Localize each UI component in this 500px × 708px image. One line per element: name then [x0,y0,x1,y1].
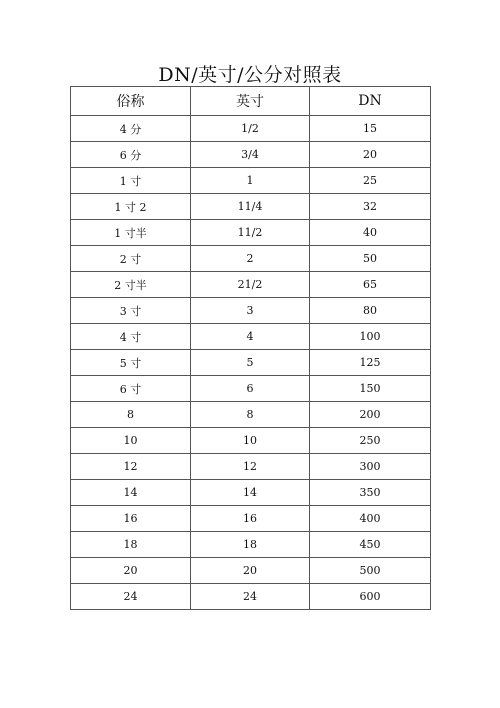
table-row [71,220,431,246]
cell-common-name: 2 寸 [71,246,191,272]
cell-common-name: 6 寸 [71,376,191,402]
cell-common-name: 24 [71,584,191,610]
cell-common-name: 2 寸半 [71,272,191,298]
cell-common-name: 10 [71,428,191,454]
cell-dn: 600 [310,584,431,610]
cell-inch: 21/2 [191,272,310,298]
cell-common-name: 1 寸 2 [71,194,191,220]
table-row [71,272,431,298]
cell-common-name: 12 [71,454,191,480]
cell-dn: 65 [310,272,431,298]
cell-dn: 500 [310,558,431,584]
cell-inch: 1/2 [191,116,310,142]
header-inch: 英寸 [191,87,310,116]
table-row [71,402,431,428]
table-row [71,116,431,142]
cell-dn: 150 [310,376,431,402]
cell-dn: 20 [310,142,431,168]
cell-common-name: 6 分 [71,142,191,168]
cell-dn: 100 [310,324,431,350]
cell-inch: 3 [191,298,310,324]
table-row [71,246,431,272]
cell-inch: 11/2 [191,220,310,246]
cell-inch: 18 [191,532,310,558]
cell-dn: 350 [310,480,431,506]
cell-inch: 20 [191,558,310,584]
cell-inch: 1 [191,168,310,194]
cell-common-name: 8 [71,402,191,428]
conversion-table [70,86,431,610]
cell-common-name: 14 [71,480,191,506]
table-row [71,350,431,376]
table-row [71,506,431,532]
table-row [71,428,431,454]
table-row [71,298,431,324]
cell-inch: 16 [191,506,310,532]
cell-dn: 250 [310,428,431,454]
cell-common-name: 4 寸 [71,324,191,350]
cell-dn: 80 [310,298,431,324]
table-row [71,324,431,350]
cell-dn: 40 [310,220,431,246]
cell-common-name: 3 寸 [71,298,191,324]
cell-common-name: 5 寸 [71,350,191,376]
cell-common-name: 1 寸 [71,168,191,194]
table-row [71,532,431,558]
table-row [71,480,431,506]
table-row [71,454,431,480]
table-row [71,558,431,584]
header-common-name: 俗称 [71,87,191,116]
table-body [71,116,431,610]
header-dn: DN [310,87,431,116]
cell-dn: 450 [310,532,431,558]
cell-inch: 8 [191,402,310,428]
cell-inch: 12 [191,454,310,480]
cell-inch: 2 [191,246,310,272]
cell-common-name: 1 寸半 [71,220,191,246]
cell-common-name: 4 分 [71,116,191,142]
cell-dn: 15 [310,116,431,142]
table-row [71,142,431,168]
cell-inch: 4 [191,324,310,350]
cell-common-name: 20 [71,558,191,584]
cell-dn: 300 [310,454,431,480]
cell-dn: 200 [310,402,431,428]
cell-inch: 5 [191,350,310,376]
cell-inch: 3/4 [191,142,310,168]
conversion-table-container [70,86,430,610]
cell-common-name: 18 [71,532,191,558]
table-row [71,168,431,194]
cell-inch: 6 [191,376,310,402]
cell-inch: 24 [191,584,310,610]
cell-inch: 14 [191,480,310,506]
cell-dn: 32 [310,194,431,220]
cell-inch: 10 [191,428,310,454]
cell-dn: 125 [310,350,431,376]
cell-dn: 400 [310,506,431,532]
table-row [71,584,431,610]
table-row [71,376,431,402]
table-row [71,194,431,220]
cell-common-name: 16 [71,506,191,532]
cell-inch: 11/4 [191,194,310,220]
table-header-row [71,87,431,116]
cell-dn: 25 [310,168,431,194]
cell-dn: 50 [310,246,431,272]
page-title: DN/英寸/公分对照表 [158,64,342,86]
